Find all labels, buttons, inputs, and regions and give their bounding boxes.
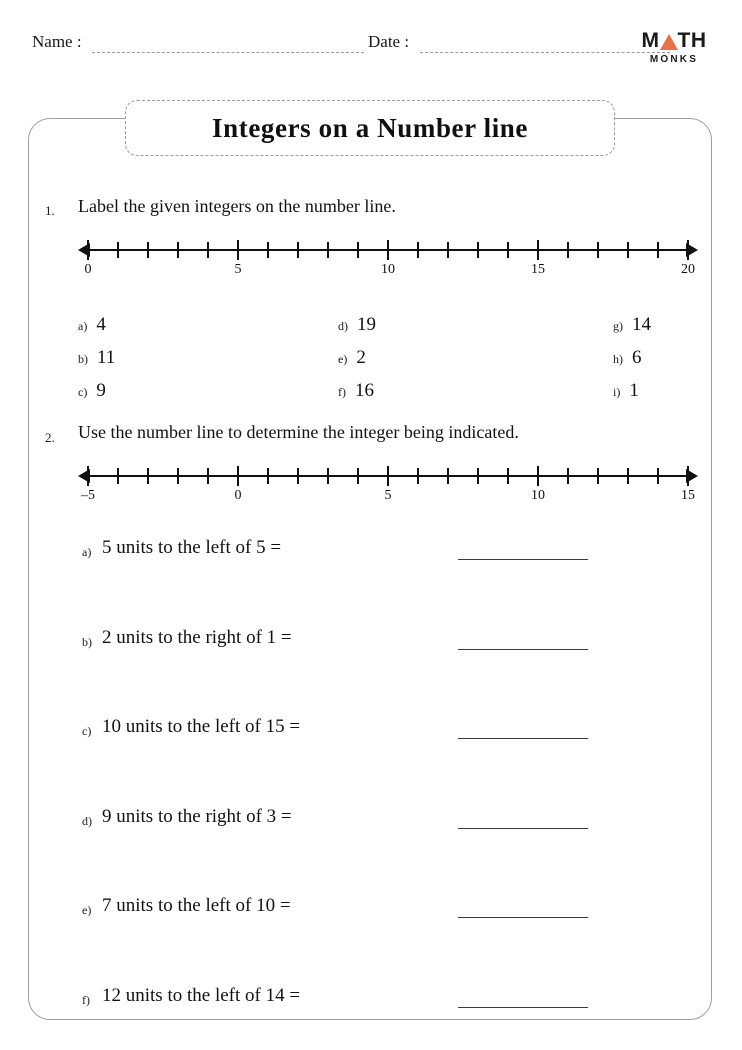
option-item	[613, 314, 651, 336]
number-line-tick	[357, 242, 359, 258]
q2-answer-blank[interactable]	[458, 828, 588, 829]
number-line-tick	[627, 242, 629, 258]
q2-item-text: 5 units to the left of 5 =	[102, 537, 282, 558]
option-item	[338, 380, 374, 402]
q2-answer-blank[interactable]	[458, 559, 588, 560]
q2-item-key: e)	[82, 903, 92, 917]
number-line-tick	[447, 468, 449, 484]
option-value: 1	[629, 380, 639, 401]
number-line-tick	[597, 242, 599, 258]
logo-letters-th: TH	[677, 29, 707, 52]
number-line-tick	[657, 242, 659, 258]
number-line-tick	[177, 468, 179, 484]
option-key: g)	[613, 319, 623, 333]
option-value: 6	[632, 347, 642, 368]
option-key: h)	[613, 352, 623, 366]
number-line-tick	[477, 242, 479, 258]
number-line-label: 15	[681, 488, 695, 503]
option-key: e)	[338, 352, 348, 366]
number-line-tick	[627, 468, 629, 484]
number-line-tick	[267, 242, 269, 258]
number-line-label: 5	[234, 262, 242, 277]
number-line-tick	[537, 240, 539, 260]
number-line-tick	[477, 468, 479, 484]
number-line-tick	[147, 242, 149, 258]
number-line-tick	[567, 242, 569, 258]
question-2-text: Use the number line to determine the integer being indicated.	[78, 422, 519, 442]
number-line-label: 10	[531, 488, 545, 503]
option-value: 16	[355, 380, 374, 401]
q2-item-key: d)	[82, 813, 92, 828]
option-item	[338, 347, 366, 369]
number-line-tick	[417, 242, 419, 258]
option-value: 11	[97, 347, 116, 368]
q2-item-text: 10 units to the left of 15 =	[102, 716, 301, 737]
date-input-blank[interactable]	[420, 52, 670, 53]
option-value: 14	[632, 314, 651, 335]
number-line-2	[78, 464, 698, 510]
option-key: b)	[78, 352, 88, 366]
number-line-tick	[657, 468, 659, 484]
number-line-label: –5	[81, 488, 95, 503]
option-key: a)	[78, 319, 88, 333]
number-line-tick	[117, 468, 119, 484]
q2-item	[82, 985, 642, 1019]
q2-item	[82, 895, 642, 929]
number-line-tick	[237, 466, 239, 486]
option-item	[78, 380, 106, 402]
question-1-text: Label the given integers on the number line.	[78, 196, 396, 216]
option-item	[78, 314, 106, 336]
q2-answer-blank[interactable]	[458, 649, 588, 650]
number-line-tick	[207, 242, 209, 258]
q2-item	[82, 537, 642, 571]
option-key: i)	[613, 385, 621, 399]
q2-item	[82, 806, 642, 840]
option-value: 4	[96, 314, 106, 335]
q2-item-text: 2 units to the right of 1 =	[102, 626, 292, 648]
number-line-tick	[687, 466, 689, 486]
number-line-tick	[327, 242, 329, 258]
worksheet-title-box	[125, 100, 615, 156]
number-line-label: 0	[234, 488, 242, 503]
q2-item-key: b)	[82, 634, 92, 649]
q2-answer-blank[interactable]	[458, 1007, 588, 1008]
triangle-icon	[660, 34, 678, 50]
q2-answer-blank[interactable]	[458, 917, 588, 918]
q2-item	[82, 627, 642, 661]
name-label: Name :	[32, 32, 82, 51]
number-line-tick	[447, 242, 449, 258]
option-key: f)	[338, 385, 346, 399]
page-title: Integers on a Number line	[212, 112, 528, 143]
q2-item-key: c)	[82, 724, 92, 738]
number-line-tick	[297, 468, 299, 484]
number-line-tick	[147, 468, 149, 484]
number-line-tick	[357, 468, 359, 484]
logo-wordmark	[638, 30, 710, 51]
number-line-tick	[267, 468, 269, 484]
option-item	[613, 380, 639, 402]
option-key: c)	[78, 385, 88, 399]
number-line-tick	[507, 468, 509, 484]
option-value: 19	[357, 314, 376, 335]
number-line-tick	[507, 242, 509, 258]
number-line-tick	[177, 242, 179, 258]
number-line-tick	[327, 468, 329, 484]
number-line-tick	[387, 240, 389, 260]
number-line-tick	[297, 242, 299, 258]
name-input-blank[interactable]	[92, 52, 364, 53]
option-item	[338, 314, 376, 336]
option-key: d)	[338, 319, 348, 333]
mathmonks-logo	[638, 30, 710, 65]
number-line-tick	[567, 468, 569, 484]
option-item	[78, 347, 115, 369]
q2-item-key: f)	[82, 992, 90, 1007]
number-line-label: 0	[84, 262, 92, 277]
q2-item	[82, 716, 642, 750]
number-line-tick	[117, 242, 119, 258]
number-line-label: 10	[381, 262, 395, 277]
number-line-tick	[597, 468, 599, 484]
date-label: Date :	[368, 32, 410, 51]
worksheet-header	[32, 30, 710, 70]
number-line-tick	[237, 240, 239, 260]
number-line-tick	[387, 466, 389, 486]
q2-answer-blank[interactable]	[458, 738, 588, 739]
number-line-label: 20	[681, 262, 695, 277]
number-line-tick	[687, 240, 689, 260]
option-item	[613, 347, 642, 369]
number-line-tick	[417, 468, 419, 484]
option-value: 9	[96, 380, 106, 401]
logo-letter-m: M	[641, 29, 660, 52]
logo-subtext: MONKS	[649, 54, 699, 65]
number-line-tick	[207, 468, 209, 484]
q2-item-text: 12 units to the left of 14 =	[102, 984, 301, 1006]
number-line-tick	[87, 240, 89, 260]
number-line-tick	[537, 466, 539, 486]
number-line-1	[78, 238, 698, 284]
q2-item-key: a)	[82, 545, 92, 559]
option-value: 2	[356, 347, 366, 368]
question-1-number: 1.	[45, 203, 55, 218]
number-line-label: 15	[531, 262, 545, 277]
q2-item-text: 9 units to the right of 3 =	[102, 805, 292, 827]
number-line-label: 5	[384, 488, 392, 503]
q2-item-text: 7 units to the left of 10 =	[102, 895, 291, 916]
question-2-number: 2.	[45, 430, 55, 445]
number-line-tick	[87, 466, 89, 486]
